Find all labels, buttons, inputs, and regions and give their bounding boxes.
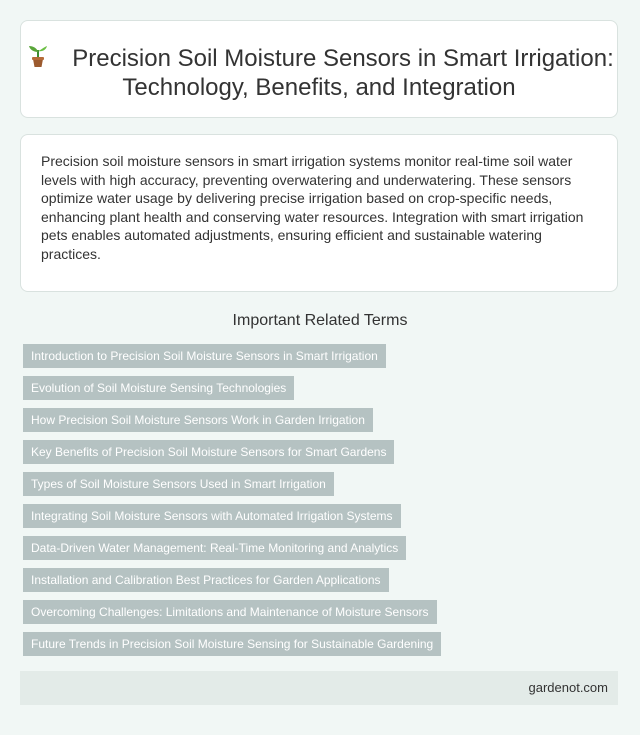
title-card xyxy=(20,20,618,118)
summary-text: Precision soil moisture sensors in smart irrigation systems monitor real-time soil water levels with high accuracy, preventing overwatering and underwatering. These sensors optimize water usage by delivering precise irrigation based on crop-specific needs, enhancing plant health and conserving water resources. Integration with smart irrigation pets enables automated adjustments, ensuring efficient and sustainable watering practices. xyxy=(41,153,584,262)
related-term-tag[interactable]: Future Trends in Precision Soil Moisture Sensing for Sustainable Gardening xyxy=(23,632,441,656)
related-term-tag[interactable]: Installation and Calibration Best Practices for Garden Applications xyxy=(23,568,389,592)
related-term-tag[interactable]: Key Benefits of Precision Soil Moisture Sensors for Smart Gardens xyxy=(23,440,394,464)
related-term-tag[interactable]: Overcoming Challenges: Limitations and Maintenance of Moisture Sensors xyxy=(23,600,437,624)
sprout-icon xyxy=(24,44,52,68)
related-terms-list xyxy=(23,344,623,664)
footer-site-link[interactable]: gardenot.com xyxy=(528,680,608,695)
related-term-tag[interactable]: How Precision Soil Moisture Sensors Work in Garden Irrigation xyxy=(23,408,373,432)
related-term-tag[interactable]: Introduction to Precision Soil Moisture Sensors in Smart Irrigation xyxy=(23,344,386,368)
related-terms-heading: Important Related Terms xyxy=(232,312,408,329)
page-title xyxy=(21,21,617,102)
related-term-tag[interactable]: Integrating Soil Moisture Sensors with Automated Irrigation Systems xyxy=(23,504,401,528)
summary-card xyxy=(20,134,618,292)
related-term-tag[interactable]: Types of Soil Moisture Sensors Used in Smart Irrigation xyxy=(23,472,334,496)
page-title-text: Precision Soil Moisture Sensors in Smart Irrigation: Technology, Benefits, and Integration xyxy=(72,45,614,101)
related-term-tag[interactable]: Evolution of Soil Moisture Sensing Technologies xyxy=(23,376,294,400)
footer xyxy=(20,671,618,705)
related-term-tag[interactable]: Data-Driven Water Management: Real-Time Monitoring and Analytics xyxy=(23,536,406,560)
